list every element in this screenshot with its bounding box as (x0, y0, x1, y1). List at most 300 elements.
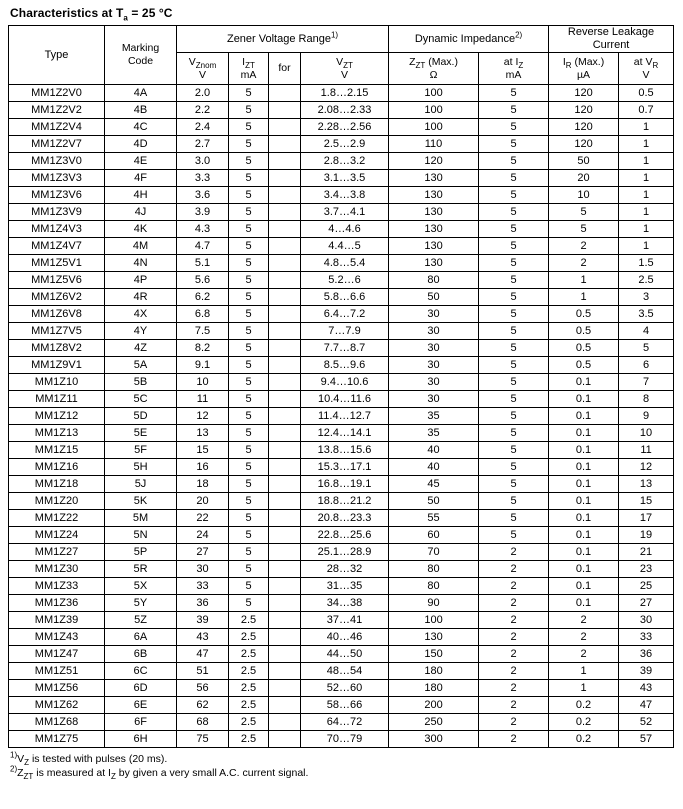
cell-ir: 0.1 (549, 459, 619, 476)
table-row (9, 187, 674, 204)
cell-ir: 0.1 (549, 544, 619, 561)
cell-vzt: 48…54 (301, 663, 389, 680)
cell-at-iz: 5 (479, 238, 549, 255)
cell-vznom: 7.5 (177, 323, 229, 340)
cell-type: MM1Z8V2 (9, 340, 105, 357)
cell-izt: 5 (229, 510, 269, 527)
cell-vzt: 20.8…23.3 (301, 510, 389, 527)
cell-type: MM1Z9V1 (9, 357, 105, 374)
cell-marking-code: 5C (105, 391, 177, 408)
header-group-dynamic-impedance-label: Dynamic Impedance (414, 32, 516, 45)
cell-vzt: 5.8…6.6 (301, 289, 389, 306)
cell-marking-code: 4C (105, 119, 177, 136)
cell-zzt: 30 (389, 357, 479, 374)
cell-at-vr: 7 (619, 374, 674, 391)
cell-zzt: 130 (389, 204, 479, 221)
cell-ir: 2 (549, 238, 619, 255)
cell-for (269, 544, 301, 561)
table-row (9, 595, 674, 612)
cell-for (269, 85, 301, 102)
cell-marking-code: 4E (105, 153, 177, 170)
cell-vzt: 64…72 (301, 714, 389, 731)
cell-for (269, 136, 301, 153)
cell-izt: 5 (229, 238, 269, 255)
cell-for (269, 646, 301, 663)
cell-at-vr: 1 (619, 238, 674, 255)
cell-ir: 0.1 (549, 374, 619, 391)
cell-zzt: 35 (389, 408, 479, 425)
header-type-label: Type (44, 48, 69, 61)
cell-izt: 5 (229, 425, 269, 442)
cell-ir: 1 (549, 663, 619, 680)
cell-zzt: 130 (389, 187, 479, 204)
cell-at-iz: 2 (479, 731, 549, 748)
cell-for (269, 493, 301, 510)
header-for (269, 53, 301, 85)
table-row (9, 646, 674, 663)
cell-type: MM1Z11 (9, 391, 105, 408)
cell-vzt: 1.8…2.15 (301, 85, 389, 102)
cell-type: MM1Z4V7 (9, 238, 105, 255)
table-row (9, 561, 674, 578)
cell-at-vr: 10 (619, 425, 674, 442)
cell-marking-code: 5J (105, 476, 177, 493)
header-vzt-unit: V (341, 68, 349, 81)
cell-for (269, 697, 301, 714)
cell-vzt: 8.5…9.6 (301, 357, 389, 374)
table-row (9, 306, 674, 323)
cell-type: MM1Z3V3 (9, 170, 105, 187)
cell-vzt: 12.4…14.1 (301, 425, 389, 442)
cell-for (269, 714, 301, 731)
cell-ir: 2 (549, 646, 619, 663)
cell-zzt: 100 (389, 85, 479, 102)
cell-ir: 0.2 (549, 731, 619, 748)
cell-izt: 5 (229, 374, 269, 391)
cell-izt: 5 (229, 357, 269, 374)
cell-type: MM1Z68 (9, 714, 105, 731)
cell-ir: 1 (549, 272, 619, 289)
header-at-iz-symbol (479, 56, 548, 69)
cell-type: MM1Z27 (9, 544, 105, 561)
cell-type: MM1Z43 (9, 629, 105, 646)
cell-at-vr: 17 (619, 510, 674, 527)
cell-type: MM1Z22 (9, 510, 105, 527)
cell-marking-code: 6C (105, 663, 177, 680)
table-row (9, 85, 674, 102)
header-zzt-sym: Z (409, 55, 416, 68)
cell-zzt: 40 (389, 442, 479, 459)
cell-vzt: 2.8…3.2 (301, 153, 389, 170)
cell-for (269, 595, 301, 612)
footnote-marker-2: 2) (515, 29, 523, 39)
table-row (9, 119, 674, 136)
cell-type: MM1Z56 (9, 680, 105, 697)
table-row (9, 136, 674, 153)
cell-izt: 2.5 (229, 663, 269, 680)
cell-vzt: 9.4…10.6 (301, 374, 389, 391)
footnote-2 (10, 766, 675, 780)
cell-zzt: 30 (389, 306, 479, 323)
cell-vznom: 12 (177, 408, 229, 425)
table-row (9, 493, 674, 510)
cell-for (269, 170, 301, 187)
cell-at-iz: 2 (479, 714, 549, 731)
header-zzt-symbol (389, 56, 478, 69)
cell-at-vr: 13 (619, 476, 674, 493)
cell-vznom: 43 (177, 629, 229, 646)
header-vznom-symbol (177, 56, 228, 69)
cell-at-vr: 1 (619, 221, 674, 238)
cell-zzt: 300 (389, 731, 479, 748)
cell-at-iz: 5 (479, 289, 549, 306)
cell-vznom: 4.7 (177, 238, 229, 255)
cell-for (269, 323, 301, 340)
cell-vznom: 4.3 (177, 221, 229, 238)
table-row (9, 238, 674, 255)
cell-ir: 20 (549, 170, 619, 187)
cell-for (269, 663, 301, 680)
cell-izt: 5 (229, 255, 269, 272)
cell-marking-code: 4M (105, 238, 177, 255)
cell-type: MM1Z3V6 (9, 187, 105, 204)
cell-vzt: 70…79 (301, 731, 389, 748)
cell-marking-code: 5D (105, 408, 177, 425)
cell-vzt: 58…66 (301, 697, 389, 714)
cell-izt: 5 (229, 102, 269, 119)
cell-izt: 5 (229, 221, 269, 238)
cell-marking-code: 4A (105, 85, 177, 102)
cell-marking-code: 4P (105, 272, 177, 289)
cell-vznom: 3.3 (177, 170, 229, 187)
cell-ir: 5 (549, 221, 619, 238)
header-group-reverse-leakage-current-label: Reverse Leakage Current (567, 26, 655, 51)
cell-type: MM1Z7V5 (9, 323, 105, 340)
cell-vzt: 10.4…11.6 (301, 391, 389, 408)
cell-type: MM1Z5V1 (9, 255, 105, 272)
table-row (9, 476, 674, 493)
cell-at-vr: 1.5 (619, 255, 674, 272)
cell-type: MM1Z2V7 (9, 136, 105, 153)
cell-vznom: 20 (177, 493, 229, 510)
cell-zzt: 150 (389, 646, 479, 663)
characteristics-table (8, 25, 674, 748)
cell-ir: 0.1 (549, 510, 619, 527)
cell-marking-code: 4H (105, 187, 177, 204)
cell-izt: 5 (229, 153, 269, 170)
cell-izt: 5 (229, 272, 269, 289)
cell-for (269, 510, 301, 527)
cell-ir: 0.1 (549, 442, 619, 459)
page-title-prefix: Characteristics at T (10, 6, 124, 20)
table-body (9, 85, 674, 748)
cell-izt: 5 (229, 85, 269, 102)
cell-for (269, 442, 301, 459)
cell-vznom: 62 (177, 697, 229, 714)
cell-for (269, 102, 301, 119)
cell-vzt: 4.4…5 (301, 238, 389, 255)
cell-marking-code: 5B (105, 374, 177, 391)
cell-ir: 0.1 (549, 595, 619, 612)
cell-at-vr: 1 (619, 170, 674, 187)
footnote-marker-1: 1) (330, 29, 339, 39)
cell-type: MM1Z10 (9, 374, 105, 391)
table-row (9, 374, 674, 391)
cell-vzt: 2.5…2.9 (301, 136, 389, 153)
page-title (10, 6, 675, 23)
cell-ir: 120 (549, 119, 619, 136)
cell-at-iz: 5 (479, 357, 549, 374)
cell-at-vr: 57 (619, 731, 674, 748)
cell-ir: 1 (549, 289, 619, 306)
header-group-zener-voltage-range-label: Zener Voltage Range (226, 32, 331, 45)
cell-type: MM1Z75 (9, 731, 105, 748)
cell-marking-code: 4N (105, 255, 177, 272)
cell-vzt: 22.8…25.6 (301, 527, 389, 544)
table-row (9, 340, 674, 357)
cell-ir: 0.5 (549, 340, 619, 357)
cell-for (269, 221, 301, 238)
cell-marking-code: 5N (105, 527, 177, 544)
cell-izt: 5 (229, 544, 269, 561)
cell-at-vr: 36 (619, 646, 674, 663)
cell-at-iz: 5 (479, 459, 549, 476)
cell-vzt: 4…4.6 (301, 221, 389, 238)
table-row (9, 323, 674, 340)
footnote-2-symbol: Z (17, 767, 24, 779)
cell-marking-code: 4Y (105, 323, 177, 340)
cell-type: MM1Z4V3 (9, 221, 105, 238)
table-row (9, 510, 674, 527)
cell-type: MM1Z51 (9, 663, 105, 680)
table-row (9, 663, 674, 680)
cell-at-vr: 43 (619, 680, 674, 697)
cell-at-iz: 5 (479, 102, 549, 119)
cell-izt: 5 (229, 187, 269, 204)
cell-vznom: 5.6 (177, 272, 229, 289)
footnote-2-text-2: by given a very small A.C. current signal. (115, 767, 309, 779)
footnote-1-text: is tested with pulses (20 ms). (29, 753, 168, 765)
cell-type: MM1Z24 (9, 527, 105, 544)
table-row (9, 170, 674, 187)
table-row (9, 459, 674, 476)
cell-ir: 0.1 (549, 391, 619, 408)
cell-at-iz: 5 (479, 170, 549, 187)
header-ir-sym: I (562, 55, 566, 68)
cell-at-iz: 2 (479, 578, 549, 595)
cell-at-vr: 3 (619, 289, 674, 306)
cell-type: MM1Z39 (9, 612, 105, 629)
cell-vzt: 3.1…3.5 (301, 170, 389, 187)
cell-vzt: 7…7.9 (301, 323, 389, 340)
header-for-label: for (278, 62, 291, 74)
cell-vznom: 36 (177, 595, 229, 612)
page-title-suffix: = 25 °C (127, 6, 173, 20)
cell-at-iz: 5 (479, 408, 549, 425)
footnote-2-subscript: ZT (23, 772, 34, 782)
cell-vznom: 3.9 (177, 204, 229, 221)
header-zzt-unit: Ω (429, 68, 438, 81)
cell-at-iz: 5 (479, 391, 549, 408)
cell-izt: 5 (229, 459, 269, 476)
cell-ir: 0.1 (549, 425, 619, 442)
cell-at-vr: 12 (619, 459, 674, 476)
cell-ir: 0.1 (549, 578, 619, 595)
cell-zzt: 55 (389, 510, 479, 527)
cell-at-iz: 2 (479, 544, 549, 561)
cell-for (269, 561, 301, 578)
table-row (9, 731, 674, 748)
cell-vzt: 13.8…15.6 (301, 442, 389, 459)
cell-at-vr: 23 (619, 561, 674, 578)
cell-vznom: 3.0 (177, 153, 229, 170)
cell-vzt: 34…38 (301, 595, 389, 612)
cell-marking-code: 6E (105, 697, 177, 714)
cell-for (269, 612, 301, 629)
cell-at-iz: 5 (479, 425, 549, 442)
cell-at-iz: 5 (479, 255, 549, 272)
header-vznom-sub: Znom (195, 60, 217, 70)
table-row (9, 714, 674, 731)
cell-type: MM1Z13 (9, 425, 105, 442)
cell-marking-code: 5F (105, 442, 177, 459)
cell-for (269, 374, 301, 391)
header-zzt-sub: ZT (415, 60, 426, 70)
cell-ir: 10 (549, 187, 619, 204)
cell-at-vr: 30 (619, 612, 674, 629)
cell-type: MM1Z30 (9, 561, 105, 578)
cell-vznom: 2.2 (177, 102, 229, 119)
cell-marking-code: 4R (105, 289, 177, 306)
cell-type: MM1Z6V2 (9, 289, 105, 306)
cell-ir: 2 (549, 255, 619, 272)
cell-zzt: 30 (389, 323, 479, 340)
cell-vzt: 44…50 (301, 646, 389, 663)
cell-type: MM1Z20 (9, 493, 105, 510)
cell-izt: 5 (229, 340, 269, 357)
cell-ir: 0.1 (549, 476, 619, 493)
header-ir-sub: R (565, 60, 572, 70)
cell-izt: 5 (229, 493, 269, 510)
cell-at-vr: 6 (619, 357, 674, 374)
cell-zzt: 100 (389, 102, 479, 119)
header-at-vr-symbol (619, 56, 673, 69)
cell-type: MM1Z3V9 (9, 204, 105, 221)
cell-at-vr: 0.7 (619, 102, 674, 119)
cell-izt: 5 (229, 170, 269, 187)
table-row (9, 255, 674, 272)
cell-vzt: 37…41 (301, 612, 389, 629)
cell-for (269, 578, 301, 595)
cell-marking-code: 5X (105, 578, 177, 595)
cell-for (269, 408, 301, 425)
cell-at-vr: 27 (619, 595, 674, 612)
cell-at-iz: 2 (479, 561, 549, 578)
cell-type: MM1Z3V0 (9, 153, 105, 170)
cell-zzt: 250 (389, 714, 479, 731)
cell-marking-code: 5R (105, 561, 177, 578)
cell-vznom: 10 (177, 374, 229, 391)
cell-at-vr: 0.5 (619, 85, 674, 102)
cell-ir: 0.2 (549, 714, 619, 731)
cell-zzt: 200 (389, 697, 479, 714)
table-row (9, 204, 674, 221)
cell-at-vr: 2.5 (619, 272, 674, 289)
cell-vzt: 16.8…19.1 (301, 476, 389, 493)
cell-izt: 5 (229, 561, 269, 578)
cell-at-iz: 5 (479, 510, 549, 527)
cell-at-iz: 5 (479, 306, 549, 323)
cell-type: MM1Z2V4 (9, 119, 105, 136)
cell-vznom: 24 (177, 527, 229, 544)
cell-at-vr: 25 (619, 578, 674, 595)
cell-izt: 2.5 (229, 629, 269, 646)
cell-vzt: 25.1…28.9 (301, 544, 389, 561)
table-row (9, 578, 674, 595)
cell-type: MM1Z18 (9, 476, 105, 493)
cell-vzt: 3.4…3.8 (301, 187, 389, 204)
table-row (9, 102, 674, 119)
cell-zzt: 35 (389, 425, 479, 442)
cell-for (269, 425, 301, 442)
cell-marking-code: 6B (105, 646, 177, 663)
cell-type: MM1Z6V8 (9, 306, 105, 323)
cell-vznom: 75 (177, 731, 229, 748)
cell-at-iz: 5 (479, 476, 549, 493)
cell-izt: 5 (229, 476, 269, 493)
cell-at-iz: 2 (479, 680, 549, 697)
cell-vznom: 11 (177, 391, 229, 408)
cell-vzt: 15.3…17.1 (301, 459, 389, 476)
cell-izt: 5 (229, 119, 269, 136)
cell-at-iz: 2 (479, 697, 549, 714)
table-row (9, 153, 674, 170)
cell-at-vr: 39 (619, 663, 674, 680)
cell-vznom: 47 (177, 646, 229, 663)
cell-vzt: 28…32 (301, 561, 389, 578)
cell-vznom: 2.4 (177, 119, 229, 136)
cell-for (269, 391, 301, 408)
cell-marking-code: 6A (105, 629, 177, 646)
cell-for (269, 357, 301, 374)
cell-type: MM1Z2V2 (9, 102, 105, 119)
cell-zzt: 100 (389, 119, 479, 136)
cell-at-iz: 2 (479, 663, 549, 680)
header-vzt-sym: V (336, 55, 344, 68)
cell-at-iz: 2 (479, 629, 549, 646)
cell-vzt: 6.4…7.2 (301, 306, 389, 323)
header-group-dynamic-impedance (389, 26, 549, 53)
cell-at-vr: 3.5 (619, 306, 674, 323)
footnote-2-text: is measured at I (33, 767, 111, 779)
table-row (9, 289, 674, 306)
cell-marking-code: 5Z (105, 612, 177, 629)
header-vznom-sym: V (188, 55, 196, 68)
cell-marking-code: 6F (105, 714, 177, 731)
cell-izt: 2.5 (229, 646, 269, 663)
header-vznom (177, 53, 229, 85)
cell-type: MM1Z2V0 (9, 85, 105, 102)
cell-izt: 5 (229, 391, 269, 408)
cell-zzt: 30 (389, 340, 479, 357)
cell-marking-code: 6H (105, 731, 177, 748)
cell-izt: 5 (229, 306, 269, 323)
cell-vznom: 2.0 (177, 85, 229, 102)
cell-at-iz: 5 (479, 442, 549, 459)
cell-ir: 120 (549, 85, 619, 102)
cell-for (269, 306, 301, 323)
header-vzt (301, 53, 389, 85)
